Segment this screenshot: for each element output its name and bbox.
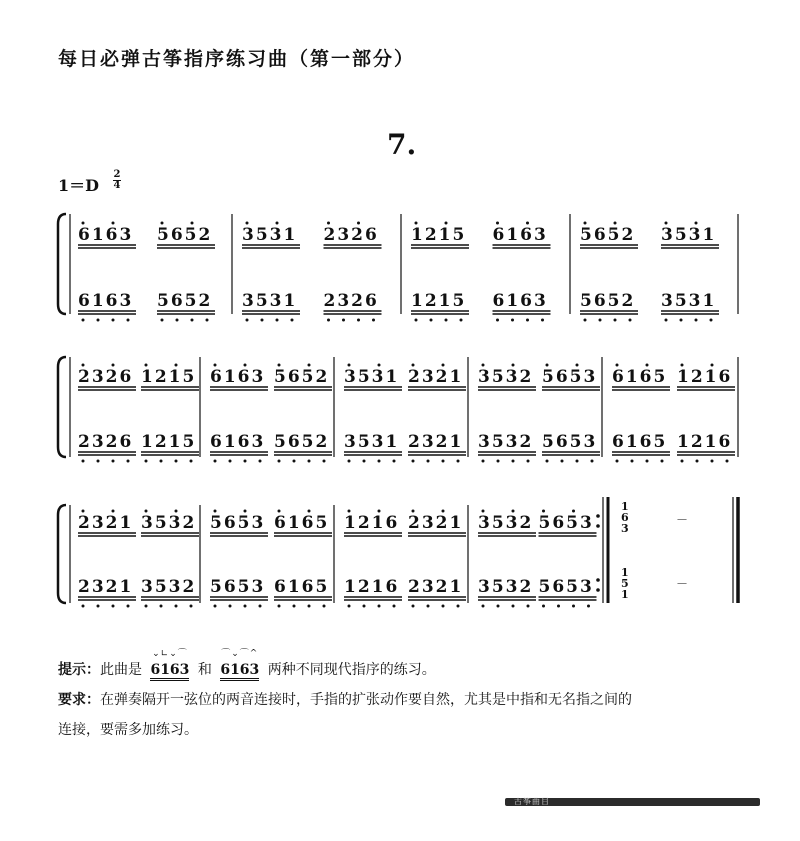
octave-dot-above — [348, 364, 351, 367]
octave-dot-above — [711, 364, 714, 367]
octave-dot-above — [357, 222, 360, 225]
octave-dot-below — [512, 460, 515, 463]
octave-dot-below — [546, 460, 549, 463]
octave-dot-below — [557, 605, 560, 608]
note-group-lower: 2326 — [323, 291, 379, 311]
octave-dot-above — [112, 222, 115, 225]
octave-dot-below — [726, 460, 729, 463]
octave-dot-above — [145, 510, 148, 513]
octave-dot-below — [372, 319, 375, 322]
octave-dot-above — [546, 364, 549, 367]
octave-dot-below — [497, 605, 500, 608]
octave-dot-above — [175, 510, 178, 513]
sustain-dash: － — [676, 513, 689, 527]
octave-dot-below — [711, 460, 714, 463]
octave-dot-below — [291, 319, 294, 322]
note-group-upper: 1216 — [677, 367, 733, 387]
hint-and: 和 — [197, 662, 212, 678]
pattern-a-text: 6163 — [150, 662, 190, 678]
octave-dot-below — [661, 460, 664, 463]
octave-dot-above — [145, 364, 148, 367]
octave-dot-below — [206, 319, 209, 322]
note-group-upper: 1215 — [411, 225, 467, 245]
octave-dot-below — [145, 605, 148, 608]
note-group-upper: 2326 — [323, 225, 379, 245]
octave-dot-below — [293, 460, 296, 463]
octave-dot-above — [161, 222, 164, 225]
hint-label: 提示： — [58, 662, 100, 678]
octave-dot-above — [276, 222, 279, 225]
octave-dot-below — [363, 605, 366, 608]
octave-dot-below — [97, 460, 100, 463]
system-bracket — [58, 357, 66, 457]
repeat-dot — [596, 578, 600, 582]
octave-dot-below — [541, 319, 544, 322]
octave-dot-below — [357, 319, 360, 322]
final-chord-note: 1 — [621, 500, 629, 513]
octave-dot-below — [348, 605, 351, 608]
key-signature: 1＝D — [58, 176, 100, 195]
note-group-lower: 3532 — [478, 577, 534, 597]
octave-dot-below — [584, 319, 587, 322]
note-group-lower: 3531 — [344, 432, 400, 452]
note-group-lower: 6165 — [274, 577, 330, 597]
octave-dot-below — [445, 319, 448, 322]
requirement-label: 要求： — [58, 692, 100, 708]
octave-dot-below — [112, 460, 115, 463]
octave-dot-below — [175, 460, 178, 463]
requirement-text-1: 在弹奏隔开一弦位的两音连接时，手指的扩张动作要自然，尤其是中指和无名指之间的 — [100, 692, 632, 708]
octave-dot-below — [259, 605, 262, 608]
octave-dot-above — [327, 222, 330, 225]
octave-dot-below — [327, 319, 330, 322]
final-chord-note: 3 — [621, 522, 629, 535]
octave-dot-above — [695, 222, 698, 225]
octave-dot-below — [278, 460, 281, 463]
octave-dot-below — [259, 460, 262, 463]
octave-dot-above — [681, 364, 684, 367]
octave-dot-above — [82, 222, 85, 225]
octave-dot-below — [430, 319, 433, 322]
octave-dot-below — [646, 460, 649, 463]
octave-dot-below — [246, 319, 249, 322]
octave-dot-below — [363, 460, 366, 463]
octave-dot-above — [412, 364, 415, 367]
octave-dot-below — [278, 605, 281, 608]
note-group-upper: 3531 — [242, 225, 298, 245]
octave-dot-above — [482, 364, 485, 367]
pattern-b — [220, 649, 260, 681]
note-group-upper: 6163 — [210, 367, 266, 387]
octave-dot-above — [614, 222, 617, 225]
octave-dot-below — [97, 605, 100, 608]
octave-dot-above — [112, 510, 115, 513]
note-group-lower: 5653 — [538, 577, 594, 597]
octave-dot-above — [665, 222, 668, 225]
note-group-upper: 6163 — [78, 225, 134, 245]
octave-dot-above — [442, 364, 445, 367]
note-group-lower: 5652 — [157, 291, 213, 311]
note-group-lower: 2321 — [408, 432, 464, 452]
performance-notes — [58, 649, 748, 745]
note-group-upper: 3532 — [478, 367, 534, 387]
note-group-lower: 1215 — [411, 291, 467, 311]
octave-dot-below — [496, 319, 499, 322]
octave-dot-below — [511, 319, 514, 322]
note-group-lower: 6163 — [78, 291, 134, 311]
octave-dot-above — [308, 364, 311, 367]
octave-dot-below — [176, 319, 179, 322]
octave-dot-below — [482, 460, 485, 463]
octave-dot-below — [323, 460, 326, 463]
note-group-lower: 1215 — [141, 432, 197, 452]
final-chord-note: 1 — [621, 588, 629, 601]
octave-dot-below — [460, 319, 463, 322]
octave-dot-above — [278, 510, 281, 513]
octave-dot-above — [616, 364, 619, 367]
octave-dot-below — [214, 460, 217, 463]
octave-dot-above — [214, 364, 217, 367]
octave-dot-below — [572, 605, 575, 608]
octave-dot-below — [82, 319, 85, 322]
note-group-upper: 5652 — [274, 367, 330, 387]
octave-dot-below — [190, 460, 193, 463]
pattern-a — [150, 649, 190, 681]
note-group-upper: 2326 — [78, 367, 134, 387]
pattern-b-marks: ⌒⌄⌒^ — [221, 649, 259, 659]
sustain-dash: － — [676, 577, 689, 591]
note-group-upper: 5652 — [580, 225, 636, 245]
octave-dot-below — [412, 605, 415, 608]
octave-dot-below — [276, 319, 279, 322]
octave-dot-below — [214, 605, 217, 608]
octave-dot-below — [190, 605, 193, 608]
final-chord-note: 1 — [621, 566, 629, 579]
octave-dot-below — [587, 605, 590, 608]
octave-dot-below — [576, 460, 579, 463]
system-bracket — [58, 214, 66, 314]
pattern-b-text: 6163 — [220, 662, 260, 678]
note-group-lower: 6163 — [210, 432, 266, 452]
note-group-upper: 1215 — [141, 367, 197, 387]
octave-dot-above — [512, 510, 515, 513]
octave-dot-below — [82, 460, 85, 463]
note-group-upper: 5653 — [538, 513, 594, 533]
octave-dot-below — [308, 460, 311, 463]
requirement-line-2: 连接，要需多加练习。 — [58, 722, 198, 738]
octave-dot-below — [680, 319, 683, 322]
octave-dot-below — [614, 319, 617, 322]
note-group-upper: 2321 — [408, 513, 464, 533]
octave-dot-below — [82, 605, 85, 608]
octave-dot-above — [378, 364, 381, 367]
octave-dot-above — [175, 364, 178, 367]
note-group-upper: 2321 — [78, 513, 134, 533]
octave-dot-above — [308, 510, 311, 513]
octave-dot-below — [442, 605, 445, 608]
note-group-upper: 3532 — [478, 513, 534, 533]
octave-dot-below — [244, 605, 247, 608]
octave-dot-below — [591, 460, 594, 463]
octave-dot-below — [695, 319, 698, 322]
octave-dot-below — [127, 605, 130, 608]
footer-watermark-text: 古筝曲目 — [514, 797, 550, 806]
note-group-lower: 5652 — [274, 432, 330, 452]
note-group-upper: 5653 — [210, 513, 266, 533]
hint-line — [58, 649, 748, 685]
time-sig-top: 2 — [113, 169, 121, 180]
octave-dot-below — [323, 605, 326, 608]
octave-dot-above — [378, 510, 381, 513]
note-group-upper: 6165 — [274, 513, 330, 533]
octave-dot-above — [646, 364, 649, 367]
octave-dot-below — [512, 605, 515, 608]
note-group-lower: 3532 — [141, 577, 197, 597]
octave-dot-above — [278, 364, 281, 367]
octave-dot-below — [161, 319, 164, 322]
octave-dot-below — [457, 460, 460, 463]
octave-dot-below — [457, 605, 460, 608]
octave-dot-above — [82, 364, 85, 367]
octave-dot-above — [512, 364, 515, 367]
note-group-lower: 1216 — [344, 577, 400, 597]
octave-dot-above — [442, 510, 445, 513]
octave-dot-below — [427, 605, 430, 608]
page-header-title: 每日必弹古筝指序练习曲（第一部分） — [58, 48, 416, 70]
octave-dot-above — [244, 364, 247, 367]
repeat-dot — [596, 514, 600, 518]
octave-dot-below — [229, 605, 232, 608]
octave-dot-below — [415, 319, 418, 322]
note-group-lower: 5652 — [580, 291, 636, 311]
octave-dot-below — [261, 319, 264, 322]
requirement-line-1 — [58, 685, 748, 715]
octave-dot-below — [112, 605, 115, 608]
octave-dot-below — [244, 460, 247, 463]
octave-dot-below — [378, 460, 381, 463]
octave-dot-above — [244, 510, 247, 513]
octave-dot-below — [160, 605, 163, 608]
note-group-upper: 5652 — [157, 225, 213, 245]
note-group-upper: 3531 — [344, 367, 400, 387]
octave-dot-below — [710, 319, 713, 322]
octave-dot-below — [293, 605, 296, 608]
octave-dot-below — [348, 460, 351, 463]
octave-dot-above — [526, 222, 529, 225]
note-group-upper: 3531 — [661, 225, 717, 245]
octave-dot-below — [497, 460, 500, 463]
note-group-upper: 6163 — [492, 225, 548, 245]
octave-dot-below — [393, 605, 396, 608]
octave-dot-above — [542, 510, 545, 513]
octave-dot-below — [175, 605, 178, 608]
pattern-a-marks: ⌄∟⌄⌒ — [152, 649, 188, 659]
octave-dot-below — [342, 319, 345, 322]
octave-dot-below — [308, 605, 311, 608]
octave-dot-below — [681, 460, 684, 463]
octave-dot-below — [145, 460, 148, 463]
octave-dot-below — [527, 605, 530, 608]
octave-dot-below — [527, 460, 530, 463]
note-group-lower: 2326 — [78, 432, 134, 452]
octave-dot-below — [412, 460, 415, 463]
octave-dot-above — [82, 510, 85, 513]
octave-dot-above — [572, 510, 575, 513]
note-group-lower: 2321 — [78, 577, 134, 597]
note-group-lower: 5653 — [542, 432, 598, 452]
time-sig-bottom: 4 — [113, 180, 121, 191]
octave-dot-above — [112, 364, 115, 367]
octave-dot-below — [112, 319, 115, 322]
note-group-lower: 1216 — [677, 432, 733, 452]
octave-dot-above — [482, 510, 485, 513]
octave-dot-below — [229, 460, 232, 463]
octave-dot-above — [496, 222, 499, 225]
octave-dot-below — [127, 319, 130, 322]
octave-dot-below — [599, 319, 602, 322]
octave-dot-below — [616, 460, 619, 463]
octave-dot-above — [191, 222, 194, 225]
octave-dot-above — [584, 222, 587, 225]
octave-dot-below — [393, 460, 396, 463]
octave-dot-below — [526, 319, 529, 322]
hint-pre: 此曲是 — [100, 662, 142, 678]
octave-dot-above — [214, 510, 217, 513]
octave-dot-below — [631, 460, 634, 463]
octave-dot-above — [412, 510, 415, 513]
note-group-upper: 6165 — [612, 367, 668, 387]
octave-dot-above — [246, 222, 249, 225]
octave-dot-above — [348, 510, 351, 513]
octave-dot-below — [629, 319, 632, 322]
octave-dot-above — [415, 222, 418, 225]
octave-dot-below — [127, 460, 130, 463]
note-group-upper: 3532 — [141, 513, 197, 533]
repeat-dot — [596, 524, 600, 528]
octave-dot-below — [561, 460, 564, 463]
octave-dot-below — [427, 460, 430, 463]
note-group-upper: 1216 — [344, 513, 400, 533]
note-group-lower: 6165 — [612, 432, 668, 452]
octave-dot-below — [665, 319, 668, 322]
hint-post: 两种不同现代指序的练习。 — [267, 662, 436, 678]
note-group-lower: 6163 — [492, 291, 548, 311]
note-group-lower: 5653 — [210, 577, 266, 597]
octave-dot-below — [160, 460, 163, 463]
system-bracket — [58, 505, 66, 603]
repeat-dot — [596, 588, 600, 592]
note-group-lower: 2321 — [408, 577, 464, 597]
octave-dot-below — [542, 605, 545, 608]
octave-dot-below — [442, 460, 445, 463]
note-group-upper: 5653 — [542, 367, 598, 387]
note-group-lower: 3532 — [478, 432, 534, 452]
octave-dot-below — [378, 605, 381, 608]
octave-dot-below — [696, 460, 699, 463]
final-chord-note: 5 — [621, 577, 629, 590]
note-group-upper: 2321 — [408, 367, 464, 387]
note-group-lower: 3531 — [242, 291, 298, 311]
note-group-lower: 3531 — [661, 291, 717, 311]
octave-dot-above — [576, 364, 579, 367]
piece-number: 7. — [387, 128, 417, 161]
final-chord-note: 6 — [621, 511, 629, 524]
octave-dot-below — [97, 319, 100, 322]
octave-dot-above — [445, 222, 448, 225]
octave-dot-below — [191, 319, 194, 322]
octave-dot-below — [482, 605, 485, 608]
